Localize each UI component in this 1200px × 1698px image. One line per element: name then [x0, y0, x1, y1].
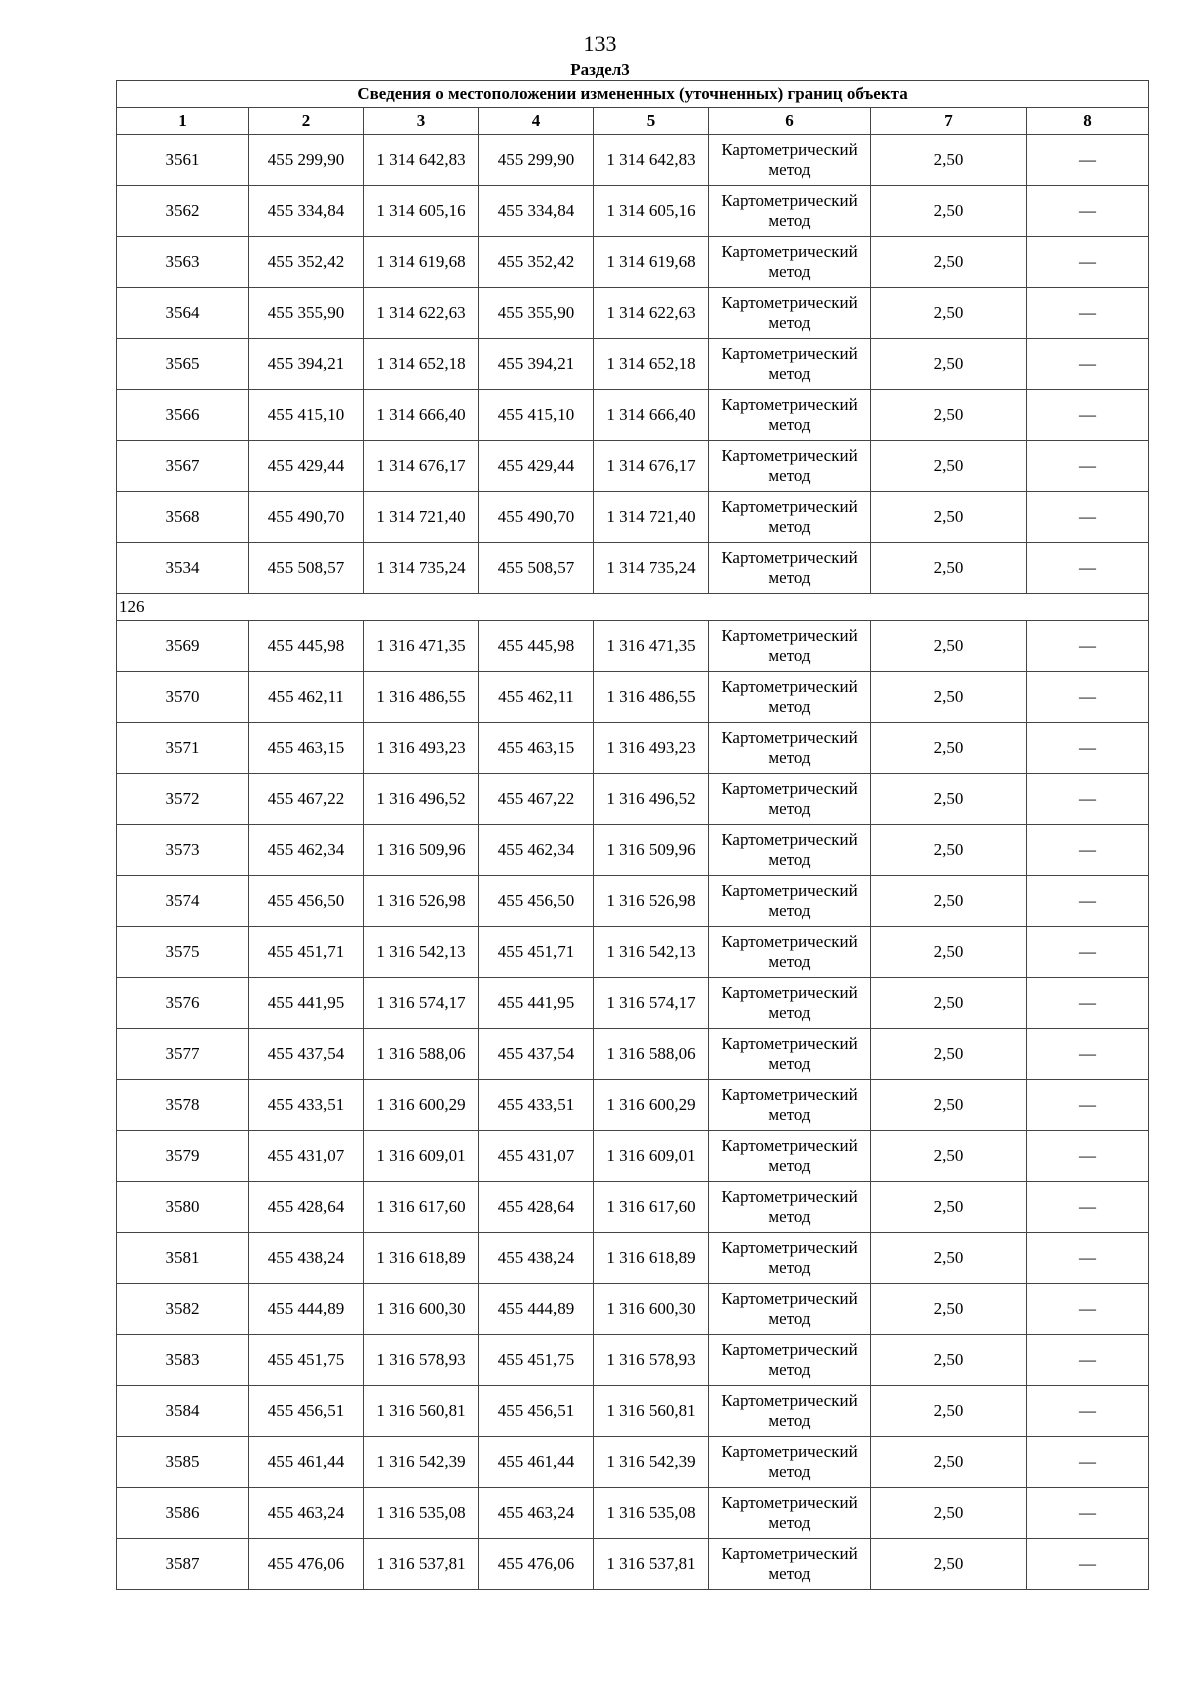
existing-x-cell: 455 456,50: [249, 876, 364, 927]
new-x-cell: 455 463,24: [479, 1488, 594, 1539]
new-y-cell: 1 316 600,29: [594, 1080, 709, 1131]
accuracy-cell: 2,50: [871, 825, 1027, 876]
method-cell: Картометрический метод: [709, 186, 871, 237]
new-x-cell: 455 476,06: [479, 1539, 594, 1590]
point-number-cell: 3581: [117, 1233, 249, 1284]
accuracy-cell: 2,50: [871, 441, 1027, 492]
coordinates-table: [116, 80, 1149, 1590]
point-number-cell: 3577: [117, 1029, 249, 1080]
table-row: [117, 441, 1149, 492]
existing-x-cell: 455 334,84: [249, 186, 364, 237]
new-y-cell: 1 314 721,40: [594, 492, 709, 543]
method-cell: Картометрический метод: [709, 927, 871, 978]
existing-x-cell: 455 451,75: [249, 1335, 364, 1386]
existing-x-cell: 455 355,90: [249, 288, 364, 339]
point-number-cell: 3563: [117, 237, 249, 288]
existing-y-cell: 1 314 605,16: [364, 186, 479, 237]
existing-y-cell: 1 316 542,39: [364, 1437, 479, 1488]
table-row: [117, 1131, 1149, 1182]
page-number: 133: [583, 31, 617, 56]
method-cell: Картометрический метод: [709, 876, 871, 927]
method-cell: Картометрический метод: [709, 621, 871, 672]
point-number-cell: 3586: [117, 1488, 249, 1539]
new-x-cell: 455 451,71: [479, 927, 594, 978]
new-x-cell: 455 441,95: [479, 978, 594, 1029]
existing-y-cell: 1 316 471,35: [364, 621, 479, 672]
existing-y-cell: 1 316 509,96: [364, 825, 479, 876]
note-cell: —: [1027, 237, 1149, 288]
existing-x-cell: 455 428,64: [249, 1182, 364, 1233]
existing-y-cell: 1 316 496,52: [364, 774, 479, 825]
existing-x-cell: 455 394,21: [249, 339, 364, 390]
accuracy-cell: 2,50: [871, 621, 1027, 672]
table-row: [117, 621, 1149, 672]
method-cell: Картометрический метод: [709, 1437, 871, 1488]
accuracy-cell: 2,50: [871, 237, 1027, 288]
column-numbers-row: [117, 108, 1149, 135]
point-number-cell: 3568: [117, 492, 249, 543]
new-x-cell: 455 508,57: [479, 543, 594, 594]
accuracy-cell: 2,50: [871, 1131, 1027, 1182]
accuracy-cell: 2,50: [871, 1233, 1027, 1284]
note-cell: —: [1027, 441, 1149, 492]
group-label: 126: [117, 594, 1149, 621]
existing-y-cell: 1 316 618,89: [364, 1233, 479, 1284]
point-number-cell: 3564: [117, 288, 249, 339]
note-cell: —: [1027, 1131, 1149, 1182]
note-cell: —: [1027, 1539, 1149, 1590]
method-cell: Картометрический метод: [709, 672, 871, 723]
accuracy-cell: 2,50: [871, 1539, 1027, 1590]
column-number: 1: [117, 108, 249, 135]
existing-x-cell: 455 490,70: [249, 492, 364, 543]
accuracy-cell: 2,50: [871, 135, 1027, 186]
accuracy-cell: 2,50: [871, 339, 1027, 390]
method-cell: Картометрический метод: [709, 1080, 871, 1131]
point-number-cell: 3573: [117, 825, 249, 876]
column-number: 4: [479, 108, 594, 135]
new-x-cell: 455 444,89: [479, 1284, 594, 1335]
existing-x-cell: 455 433,51: [249, 1080, 364, 1131]
method-cell: Картометрический метод: [709, 723, 871, 774]
new-y-cell: 1 316 574,17: [594, 978, 709, 1029]
new-y-cell: 1 316 588,06: [594, 1029, 709, 1080]
table-row: [117, 672, 1149, 723]
note-cell: —: [1027, 1284, 1149, 1335]
accuracy-cell: 2,50: [871, 927, 1027, 978]
existing-x-cell: 455 444,89: [249, 1284, 364, 1335]
note-cell: —: [1027, 1233, 1149, 1284]
accuracy-cell: 2,50: [871, 390, 1027, 441]
accuracy-cell: 2,50: [871, 723, 1027, 774]
table-row: [117, 927, 1149, 978]
existing-y-cell: 1 314 721,40: [364, 492, 479, 543]
method-cell: Картометрический метод: [709, 1335, 871, 1386]
method-cell: Картометрический метод: [709, 774, 871, 825]
note-cell: —: [1027, 1080, 1149, 1131]
note-cell: —: [1027, 1386, 1149, 1437]
note-cell: —: [1027, 621, 1149, 672]
point-number-cell: 3572: [117, 774, 249, 825]
accuracy-cell: 2,50: [871, 978, 1027, 1029]
point-number-cell: 3584: [117, 1386, 249, 1437]
existing-y-cell: 1 314 642,83: [364, 135, 479, 186]
note-cell: —: [1027, 1182, 1149, 1233]
table-row: [117, 288, 1149, 339]
new-x-cell: 455 433,51: [479, 1080, 594, 1131]
point-number-cell: 3580: [117, 1182, 249, 1233]
table-row: [117, 978, 1149, 1029]
new-y-cell: 1 314 735,24: [594, 543, 709, 594]
accuracy-cell: 2,50: [871, 543, 1027, 594]
point-number-cell: 3534: [117, 543, 249, 594]
accuracy-cell: 2,50: [871, 1335, 1027, 1386]
accuracy-cell: 2,50: [871, 1080, 1027, 1131]
accuracy-cell: 2,50: [871, 876, 1027, 927]
table-row: [117, 825, 1149, 876]
new-y-cell: 1 314 652,18: [594, 339, 709, 390]
table-row: [117, 1335, 1149, 1386]
existing-y-cell: 1 314 735,24: [364, 543, 479, 594]
existing-y-cell: 1 316 574,17: [364, 978, 479, 1029]
existing-x-cell: 455 352,42: [249, 237, 364, 288]
new-y-cell: 1 316 537,81: [594, 1539, 709, 1590]
existing-x-cell: 455 456,51: [249, 1386, 364, 1437]
method-cell: Картометрический метод: [709, 492, 871, 543]
existing-y-cell: 1 316 600,29: [364, 1080, 479, 1131]
note-cell: —: [1027, 135, 1149, 186]
point-number-cell: 3561: [117, 135, 249, 186]
new-x-cell: 455 462,34: [479, 825, 594, 876]
note-cell: —: [1027, 723, 1149, 774]
accuracy-cell: 2,50: [871, 288, 1027, 339]
new-y-cell: 1 314 666,40: [594, 390, 709, 441]
existing-y-cell: 1 314 652,18: [364, 339, 479, 390]
table-row: [117, 1182, 1149, 1233]
method-cell: Картометрический метод: [709, 1029, 871, 1080]
accuracy-cell: 2,50: [871, 492, 1027, 543]
note-cell: —: [1027, 390, 1149, 441]
existing-y-cell: 1 316 535,08: [364, 1488, 479, 1539]
new-y-cell: 1 316 526,98: [594, 876, 709, 927]
new-x-cell: 455 428,64: [479, 1182, 594, 1233]
new-x-cell: 455 445,98: [479, 621, 594, 672]
new-y-cell: 1 316 600,30: [594, 1284, 709, 1335]
note-cell: —: [1027, 1029, 1149, 1080]
table-row: [117, 390, 1149, 441]
existing-x-cell: 455 415,10: [249, 390, 364, 441]
note-cell: —: [1027, 492, 1149, 543]
note-cell: —: [1027, 1488, 1149, 1539]
accuracy-cell: 2,50: [871, 672, 1027, 723]
new-y-cell: 1 316 496,52: [594, 774, 709, 825]
table-row: [117, 1539, 1149, 1590]
new-x-cell: 455 467,22: [479, 774, 594, 825]
new-x-cell: 455 461,44: [479, 1437, 594, 1488]
new-x-cell: 455 456,51: [479, 1386, 594, 1437]
note-cell: —: [1027, 825, 1149, 876]
existing-x-cell: 455 441,95: [249, 978, 364, 1029]
accuracy-cell: 2,50: [871, 1029, 1027, 1080]
method-cell: Картометрический метод: [709, 1539, 871, 1590]
group-label-row: [117, 594, 1149, 621]
method-cell: Картометрический метод: [709, 288, 871, 339]
table-row: [117, 135, 1149, 186]
method-cell: Картометрический метод: [709, 825, 871, 876]
note-cell: —: [1027, 876, 1149, 927]
table-row: [117, 1029, 1149, 1080]
method-cell: Картометрический метод: [709, 237, 871, 288]
table-row: [117, 1488, 1149, 1539]
new-x-cell: 455 462,11: [479, 672, 594, 723]
new-x-cell: 455 431,07: [479, 1131, 594, 1182]
column-number: 6: [709, 108, 871, 135]
existing-x-cell: 455 476,06: [249, 1539, 364, 1590]
existing-y-cell: 1 314 619,68: [364, 237, 479, 288]
new-y-cell: 1 316 617,60: [594, 1182, 709, 1233]
existing-x-cell: 455 508,57: [249, 543, 364, 594]
method-cell: Картометрический метод: [709, 543, 871, 594]
table-title-row: [117, 81, 1149, 108]
point-number-cell: 3570: [117, 672, 249, 723]
table-row: [117, 1233, 1149, 1284]
new-y-cell: 1 314 619,68: [594, 237, 709, 288]
point-number-cell: 3575: [117, 927, 249, 978]
method-cell: Картометрический метод: [709, 1131, 871, 1182]
note-cell: —: [1027, 1437, 1149, 1488]
new-y-cell: 1 316 578,93: [594, 1335, 709, 1386]
existing-x-cell: 455 463,24: [249, 1488, 364, 1539]
note-cell: —: [1027, 288, 1149, 339]
existing-y-cell: 1 316 578,93: [364, 1335, 479, 1386]
new-x-cell: 455 438,24: [479, 1233, 594, 1284]
existing-x-cell: 455 299,90: [249, 135, 364, 186]
new-y-cell: 1 316 542,39: [594, 1437, 709, 1488]
point-number-cell: 3569: [117, 621, 249, 672]
table-row: [117, 876, 1149, 927]
note-cell: —: [1027, 927, 1149, 978]
existing-y-cell: 1 314 622,63: [364, 288, 479, 339]
new-x-cell: 455 429,44: [479, 441, 594, 492]
new-y-cell: 1 316 560,81: [594, 1386, 709, 1437]
column-number: 3: [364, 108, 479, 135]
existing-x-cell: 455 451,71: [249, 927, 364, 978]
accuracy-cell: 2,50: [871, 774, 1027, 825]
method-cell: Картометрический метод: [709, 1386, 871, 1437]
point-number-cell: 3574: [117, 876, 249, 927]
table-row: [117, 1386, 1149, 1437]
new-x-cell: 455 352,42: [479, 237, 594, 288]
accuracy-cell: 2,50: [871, 1284, 1027, 1335]
existing-y-cell: 1 316 537,81: [364, 1539, 479, 1590]
new-y-cell: 1 316 609,01: [594, 1131, 709, 1182]
existing-x-cell: 455 463,15: [249, 723, 364, 774]
table-title: Сведения о местоположении измененных (уточненных) границ объекта: [117, 81, 1149, 108]
new-y-cell: 1 314 642,83: [594, 135, 709, 186]
note-cell: —: [1027, 672, 1149, 723]
new-y-cell: 1 314 622,63: [594, 288, 709, 339]
accuracy-cell: 2,50: [871, 1437, 1027, 1488]
new-x-cell: 455 355,90: [479, 288, 594, 339]
existing-y-cell: 1 316 493,23: [364, 723, 479, 774]
existing-y-cell: 1 316 600,30: [364, 1284, 479, 1335]
new-x-cell: 455 299,90: [479, 135, 594, 186]
method-cell: Картометрический метод: [709, 1488, 871, 1539]
new-x-cell: 455 490,70: [479, 492, 594, 543]
new-y-cell: 1 316 471,35: [594, 621, 709, 672]
table-row: [117, 774, 1149, 825]
method-cell: Картометрический метод: [709, 441, 871, 492]
new-y-cell: 1 314 676,17: [594, 441, 709, 492]
new-y-cell: 1 316 618,89: [594, 1233, 709, 1284]
existing-x-cell: 455 461,44: [249, 1437, 364, 1488]
new-x-cell: 455 334,84: [479, 186, 594, 237]
new-x-cell: 455 394,21: [479, 339, 594, 390]
table-row: [117, 1284, 1149, 1335]
point-number-cell: 3562: [117, 186, 249, 237]
existing-y-cell: 1 316 588,06: [364, 1029, 479, 1080]
accuracy-cell: 2,50: [871, 1182, 1027, 1233]
table-row: [117, 1437, 1149, 1488]
new-y-cell: 1 316 542,13: [594, 927, 709, 978]
note-cell: —: [1027, 339, 1149, 390]
method-cell: Картометрический метод: [709, 1284, 871, 1335]
point-number-cell: 3587: [117, 1539, 249, 1590]
table-row: [117, 339, 1149, 390]
existing-x-cell: 455 462,34: [249, 825, 364, 876]
new-x-cell: 455 415,10: [479, 390, 594, 441]
point-number-cell: 3565: [117, 339, 249, 390]
new-y-cell: 1 314 605,16: [594, 186, 709, 237]
column-number: 2: [249, 108, 364, 135]
table-row: [117, 186, 1149, 237]
note-cell: —: [1027, 186, 1149, 237]
table-row: [117, 1080, 1149, 1131]
existing-x-cell: 455 437,54: [249, 1029, 364, 1080]
existing-y-cell: 1 314 676,17: [364, 441, 479, 492]
table-row: [117, 543, 1149, 594]
point-number-cell: 3582: [117, 1284, 249, 1335]
point-number-cell: 3576: [117, 978, 249, 1029]
column-number: 8: [1027, 108, 1149, 135]
existing-x-cell: 455 431,07: [249, 1131, 364, 1182]
existing-x-cell: 455 462,11: [249, 672, 364, 723]
new-y-cell: 1 316 493,23: [594, 723, 709, 774]
section-title: Раздел3: [570, 60, 630, 79]
point-number-cell: 3566: [117, 390, 249, 441]
table-row: [117, 492, 1149, 543]
column-number: 7: [871, 108, 1027, 135]
point-number-cell: 3567: [117, 441, 249, 492]
table-row: [117, 723, 1149, 774]
existing-x-cell: 455 438,24: [249, 1233, 364, 1284]
existing-x-cell: 455 445,98: [249, 621, 364, 672]
existing-y-cell: 1 316 486,55: [364, 672, 479, 723]
new-x-cell: 455 456,50: [479, 876, 594, 927]
point-number-cell: 3583: [117, 1335, 249, 1386]
accuracy-cell: 2,50: [871, 186, 1027, 237]
existing-y-cell: 1 316 609,01: [364, 1131, 479, 1182]
existing-x-cell: 455 467,22: [249, 774, 364, 825]
column-number: 5: [594, 108, 709, 135]
method-cell: Картометрический метод: [709, 1233, 871, 1284]
existing-x-cell: 455 429,44: [249, 441, 364, 492]
method-cell: Картометрический метод: [709, 135, 871, 186]
point-number-cell: 3578: [117, 1080, 249, 1131]
existing-y-cell: 1 314 666,40: [364, 390, 479, 441]
accuracy-cell: 2,50: [871, 1488, 1027, 1539]
note-cell: —: [1027, 1335, 1149, 1386]
new-y-cell: 1 316 486,55: [594, 672, 709, 723]
table-row: [117, 237, 1149, 288]
method-cell: Картометрический метод: [709, 339, 871, 390]
note-cell: —: [1027, 978, 1149, 1029]
point-number-cell: 3571: [117, 723, 249, 774]
new-y-cell: 1 316 509,96: [594, 825, 709, 876]
method-cell: Картометрический метод: [709, 390, 871, 441]
method-cell: Картометрический метод: [709, 1182, 871, 1233]
existing-y-cell: 1 316 560,81: [364, 1386, 479, 1437]
existing-y-cell: 1 316 526,98: [364, 876, 479, 927]
existing-y-cell: 1 316 542,13: [364, 927, 479, 978]
accuracy-cell: 2,50: [871, 1386, 1027, 1437]
note-cell: —: [1027, 543, 1149, 594]
method-cell: Картометрический метод: [709, 978, 871, 1029]
new-y-cell: 1 316 535,08: [594, 1488, 709, 1539]
new-x-cell: 455 451,75: [479, 1335, 594, 1386]
existing-y-cell: 1 316 617,60: [364, 1182, 479, 1233]
new-x-cell: 455 437,54: [479, 1029, 594, 1080]
point-number-cell: 3585: [117, 1437, 249, 1488]
note-cell: —: [1027, 774, 1149, 825]
point-number-cell: 3579: [117, 1131, 249, 1182]
new-x-cell: 455 463,15: [479, 723, 594, 774]
